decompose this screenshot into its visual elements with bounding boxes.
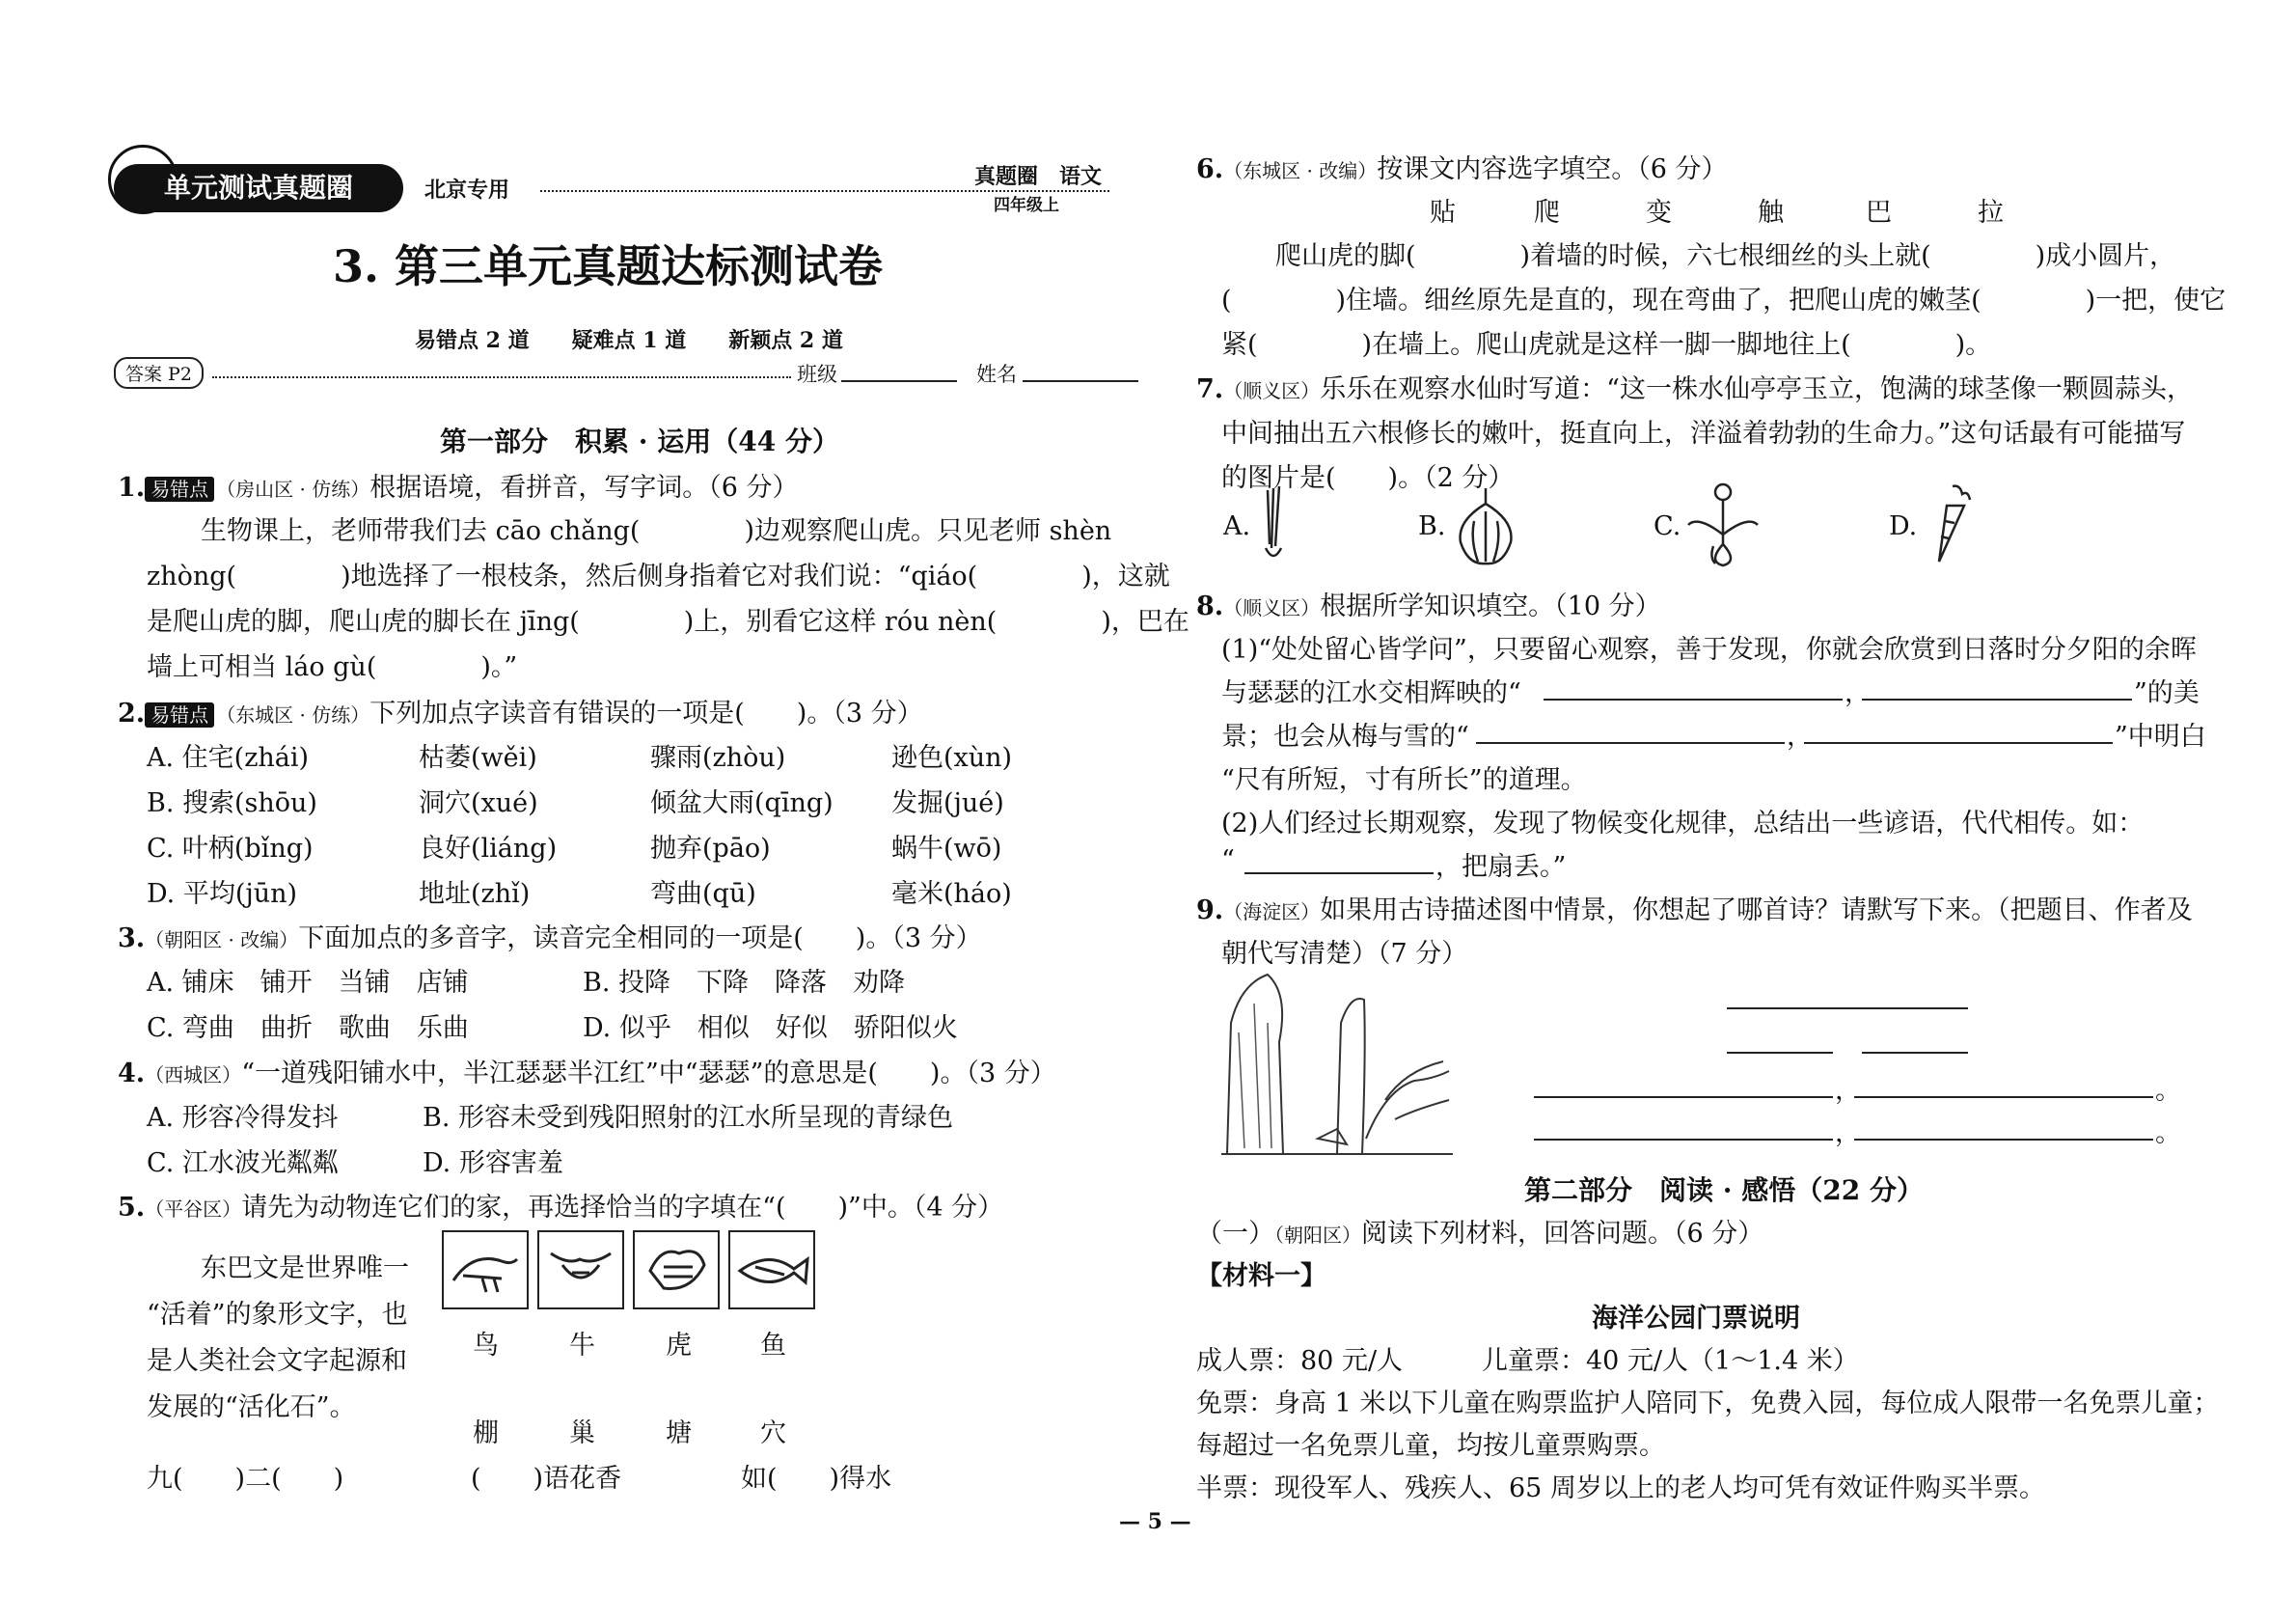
q2-a4: 逊色(xùn) <box>891 743 1013 773</box>
q4-c: C. 江水波光粼粼 <box>147 1148 339 1178</box>
q3-c: C. 弯曲 曲折 歌曲 乐曲 <box>147 1013 469 1043</box>
header-region: 北京专用 <box>424 179 510 203</box>
q7-option-c[interactable]: C. <box>1654 511 1681 541</box>
garlic-icon <box>1447 482 1524 569</box>
q3-d: D. 似乎 相似 好似 骄阳似火 <box>583 1013 958 1043</box>
page-title: 3. 第三单元真题达标测试卷 <box>333 240 884 292</box>
ticket-heading: 海洋公园门票说明 <box>1592 1304 1800 1334</box>
page-number: — 5 — <box>1119 1509 1191 1534</box>
home-pond: 塘 <box>666 1418 692 1448</box>
q2-stem: 2. 易错点 （东城区 · 仿练）下列加点字读音有错误的一项是( )。（3 分） <box>118 699 923 729</box>
q5-text-2: “活着”的象形文字，也 <box>147 1300 408 1330</box>
q7-option-d[interactable]: D. <box>1889 511 1918 541</box>
q2-d3: 弯曲(qū) <box>650 879 756 909</box>
carrot-icon <box>1918 479 1976 565</box>
q9-title-blank[interactable] <box>1727 1007 1968 1009</box>
q9-line1-blank-b[interactable] <box>1854 1096 2153 1098</box>
q1-line1: 生物课上，老师带我们去 cāo chǎng( )边观察爬山虎。只见老师 shèn <box>201 516 1112 546</box>
q6-line2: ( )住墙。细丝原先是直的，现在弯曲了，把爬山虎的嫩茎( )一把，使它 <box>1221 286 2227 316</box>
q2-b4: 发掘(jué) <box>891 788 1004 818</box>
animal-bird: 鸟 <box>473 1331 499 1361</box>
q8-blank-5[interactable] <box>1244 872 1434 874</box>
home-cave: 穴 <box>760 1418 786 1448</box>
q7-line1: 7.（顺义区）乐乐在观察水仙时写道：“这一株水仙亭亭玉立，饱满的球茎像一颗圆蒜头， <box>1196 374 2193 404</box>
q9-period-1: 。 <box>2155 1076 2181 1106</box>
q9-comma-2: ， <box>1835 1118 1861 1148</box>
q1-line3: 是爬山虎的脚，爬山虎的脚长在 jīng( )上，别看它这样 róu nèn( )，巴在 <box>147 607 1189 637</box>
q1-line4: 墙上可相当 láo gù( )。” <box>147 652 518 682</box>
q8-p1d: “尺有所短，寸有所长”的道理。 <box>1221 765 1587 795</box>
q6-line1: 爬山虎的脚( )着墙的时候，六七根细丝的头上就( )成小圆片， <box>1275 241 2176 271</box>
read1-stem: （一）（朝阳区）阅读下列材料，回答问题。（6 分） <box>1196 1219 1764 1249</box>
q8-blank-4[interactable] <box>1804 742 2113 744</box>
q8-p1c: 景；也会从梅与雪的“ <box>1221 722 1469 752</box>
q7-option-a[interactable]: A. <box>1223 511 1251 541</box>
q5-fill-2[interactable]: ( )语花香 <box>471 1464 622 1494</box>
q2-d4: 毫米(háo) <box>891 879 1012 909</box>
q9-period-2: 。 <box>2155 1118 2181 1148</box>
q8-p1c-comma: ， <box>1787 722 1813 752</box>
q6-char-5: 巴 <box>1866 198 1892 228</box>
part1-title: 第一部分 积累 · 运用（44 分） <box>440 426 839 457</box>
ticket-half: 半票：现役军人、残疾人、65 周岁以上的老人均可凭有效证件购买半票。 <box>1196 1473 2045 1503</box>
q2-c2: 良好(liáng) <box>419 834 558 864</box>
q7-line3: 的图片是( )。（2 分） <box>1221 463 1515 493</box>
q4-stem: 4.（西城区）“一道残阳铺水中，半江瑟瑟半江红”中“瑟瑟”的意思是( )。（3 分） <box>118 1059 1056 1088</box>
class-label: 班级 <box>797 363 837 386</box>
home-shed: 棚 <box>473 1418 499 1448</box>
q9-author-blank[interactable] <box>1862 1052 1968 1054</box>
q3-stem: 3.（朝阳区 · 改编）下面加点的多音字，读音完全相同的一项是( )。（3 分） <box>118 923 982 953</box>
q2-c3: 抛弃(pāo) <box>650 834 771 864</box>
dongba-fish-glyph <box>728 1230 815 1309</box>
q4-b: B. 形容未受到残阳照射的江水所呈现的青绿色 <box>423 1103 954 1133</box>
q7-line2: 中间抽出五六根修长的嫩叶，挺直向上，洋溢着勃勃的生命力。”这句话最有可能描写 <box>1221 419 2186 449</box>
q5-text-4: 发展的“活化石”。 <box>147 1392 356 1422</box>
dongba-tiger-glyph <box>633 1230 720 1309</box>
q6-char-1: 贴 <box>1430 198 1456 228</box>
page-subtitle: 易错点 2 道 疑难点 1 道 新颖点 2 道 <box>415 328 843 353</box>
ticket-child: 儿童票：40 元/人（1～1.4 米） <box>1482 1346 1859 1376</box>
mountain-landscape-image <box>1221 965 1453 1158</box>
q2-d2: 地址(zhǐ) <box>419 879 531 909</box>
ticket-adult: 成人票：80 元/人 <box>1196 1346 1404 1376</box>
q2-d1: D. 平均(jūn) <box>147 879 298 909</box>
animal-tiger: 虎 <box>666 1331 692 1361</box>
q8-p2a: (2)人们经过长期观察，发现了物候变化规律，总结出一些谚语，代代相传。如： <box>1221 809 2145 839</box>
q3-a: A. 铺床 铺开 当铺 店铺 <box>147 968 469 998</box>
q1-stem: 1. 易错点 （房山区 · 仿练）根据语境，看拼音，写字词。（6 分） <box>118 473 799 503</box>
header-grade: 四年级上 <box>994 196 1059 215</box>
dongba-ox-glyph <box>537 1230 624 1309</box>
q8-p1b-end: ”的美 <box>2134 678 2200 708</box>
q9-comma-1: ， <box>1835 1076 1861 1106</box>
scallion-icon <box>1254 481 1293 567</box>
name-label: 姓名 <box>976 363 1017 386</box>
q6-stem: 6.（东城区 · 改编）按课文内容选字填空。（6 分） <box>1196 154 1728 184</box>
q2-c1: C. 叶柄(bǐng) <box>147 834 314 864</box>
q8-p1a: (1)“处处留心皆学问”，只要留心观察，善于发现，你就会欣赏到日落时分夕阳的余晖 <box>1221 635 2197 665</box>
dongba-bird-glyph <box>442 1230 529 1309</box>
q8-blank-1[interactable] <box>1544 699 1843 701</box>
q4-a: A. 形容冷得发抖 <box>147 1103 339 1133</box>
animal-ox: 牛 <box>569 1331 595 1361</box>
header-series: 真题圈 语文 <box>974 165 1103 189</box>
q1-tag: 易错点 <box>145 477 214 502</box>
q8-blank-3[interactable] <box>1476 742 1785 744</box>
part2-title: 第二部分 阅读 · 感悟（22 分） <box>1524 1174 1924 1206</box>
q5-text-1: 东巴文是世界唯一 <box>201 1253 409 1283</box>
q2-b1: B. 搜索(shōu) <box>147 788 317 818</box>
q8-stem: 8.（顺义区）根据所学知识填空。（10 分） <box>1196 591 1661 621</box>
q6-char-4: 触 <box>1758 198 1784 228</box>
q9-line2-blank-a[interactable] <box>1534 1139 1833 1141</box>
answer-rule <box>212 376 791 378</box>
home-nest: 巢 <box>569 1418 595 1448</box>
q2-b3: 倾盆大雨(qīng) <box>650 788 834 818</box>
q3-b: B. 投降 下降 降落 劝降 <box>583 968 906 998</box>
q8-p1c-end: ”中明白 <box>2115 722 2206 752</box>
q5-fill-1[interactable]: 九( )二( ) <box>147 1464 344 1494</box>
q6-char-3: 变 <box>1646 198 1672 228</box>
q8-p2b: “ <box>1221 845 1235 875</box>
q9-line1-blank-a[interactable] <box>1534 1096 1833 1098</box>
narcissus-icon <box>1679 477 1765 569</box>
answer-ref: 答案 P2 <box>114 357 204 389</box>
q2-tag: 易错点 <box>145 702 214 728</box>
name-field[interactable] <box>1023 380 1138 382</box>
q8-p2c: ，把扇丢。” <box>1435 852 1567 882</box>
q5-stem: 5.（平谷区）请先为动物连它们的家，再选择恰当的字填在“( )”中。（4 分） <box>118 1193 1004 1223</box>
material-one-label: 【材料一】 <box>1196 1261 1326 1291</box>
q5-text-3: 是人类社会文字起源和 <box>147 1346 407 1376</box>
q2-a1: A. 住宅(zhái) <box>147 743 310 773</box>
q9-line2: 朝代写清楚）（7 分） <box>1221 939 1468 969</box>
ticket-free-extra: 每超过一名免票儿童，均按儿童票购票。 <box>1196 1431 1665 1461</box>
q8-p1b: 与瑟瑟的江水交相辉映的“ <box>1221 678 1521 708</box>
q2-a3: 骤雨(zhòu) <box>650 743 786 773</box>
q6-char-6: 拉 <box>1978 198 2004 228</box>
q2-c4: 蜗牛(wō) <box>891 834 1002 864</box>
q9-dynasty-blank[interactable] <box>1727 1052 1833 1054</box>
q2-a2: 枯萎(wěi) <box>419 743 537 773</box>
q8-p1b-comma: ， <box>1845 678 1871 708</box>
q9-line2-blank-b[interactable] <box>1854 1139 2153 1141</box>
animal-fish: 鱼 <box>760 1331 786 1361</box>
q1-line2: zhòng( )地选择了一根枝条，然后侧身指着它对我们说：“qiáo( )，这就 <box>147 562 1170 591</box>
q6-char-2: 爬 <box>1534 198 1560 228</box>
q8-blank-2[interactable] <box>1862 699 2132 701</box>
class-field[interactable] <box>841 380 957 382</box>
q7-option-b[interactable]: B. <box>1418 511 1446 541</box>
q4-d: D. 形容害羞 <box>423 1148 563 1178</box>
q5-fill-3[interactable]: 如( )得水 <box>741 1464 892 1494</box>
ticket-free: 免票：身高 1 米以下儿童在购票监护人陪同下，免费入园，每位成人限带一名免票儿童； <box>1196 1389 2220 1418</box>
header-badge: 单元测试真题圈 <box>114 164 403 212</box>
q2-b2: 洞穴(xué) <box>419 788 538 818</box>
q6-line3: 紧( )在墙上。爬山虎就是这样一脚一脚地往上( )。 <box>1221 330 1992 360</box>
q9-line1: 9.（海淀区）如果用古诗描述图中情景，你想起了哪首诗？请默写下来。（把题目、作者及 <box>1196 895 2193 925</box>
